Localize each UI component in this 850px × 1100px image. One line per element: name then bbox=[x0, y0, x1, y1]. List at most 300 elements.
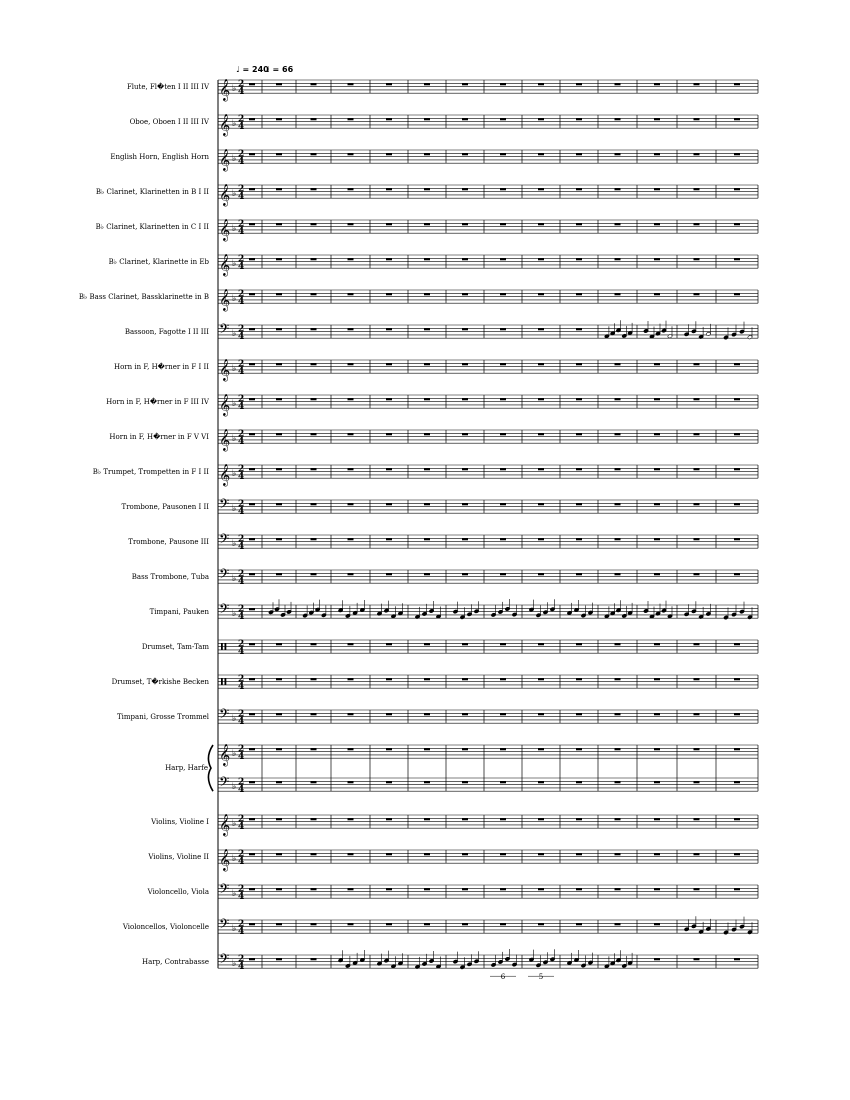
whole-rest-icon bbox=[311, 293, 317, 295]
whole-rest-icon bbox=[424, 503, 430, 505]
whole-rest-icon bbox=[462, 398, 468, 400]
whole-rest-icon bbox=[734, 433, 740, 435]
whole-rest-icon bbox=[462, 363, 468, 365]
staff-10 bbox=[109, 429, 758, 452]
flat-key-signature-icon: ♭ bbox=[232, 398, 237, 409]
staff-22 bbox=[147, 881, 758, 902]
staff-label: B♭ Clarinet, Klarinetten in C I II bbox=[95, 223, 209, 232]
whole-rest-icon bbox=[576, 363, 582, 365]
staff-label: B♭ Bass Clarinet, Bassklarinette in B bbox=[78, 293, 209, 302]
whole-rest-icon bbox=[276, 538, 282, 540]
whole-rest-icon bbox=[462, 853, 468, 855]
whole-rest-icon bbox=[654, 433, 660, 435]
whole-rest-icon bbox=[276, 713, 282, 715]
whole-rest-icon bbox=[576, 188, 582, 190]
whole-rest-icon bbox=[424, 328, 430, 330]
bass-clef-icon: 𝄢 bbox=[219, 565, 230, 585]
whole-rest-icon bbox=[348, 328, 354, 330]
staff-label: Oboe, Oboen I II III IV bbox=[129, 118, 209, 127]
whole-rest-icon bbox=[424, 538, 430, 540]
time-signature-denominator: 4 bbox=[238, 367, 245, 378]
whole-rest-icon bbox=[249, 433, 255, 435]
percussion-clef-icon bbox=[221, 643, 223, 650]
whole-rest-icon bbox=[386, 538, 392, 540]
staff-label: Timpani, Pauken bbox=[149, 608, 209, 617]
staff-label: Bassoon, Fagotte I II III bbox=[124, 328, 209, 337]
time-signature-numerator: 2 bbox=[238, 79, 245, 90]
staff-label: Violoncellos, Violoncelle bbox=[122, 923, 209, 932]
whole-rest-icon bbox=[348, 888, 354, 890]
whole-rest-icon bbox=[249, 293, 255, 295]
whole-rest-icon bbox=[734, 468, 740, 470]
whole-rest-icon bbox=[694, 678, 700, 680]
flat-key-signature-icon: ♭ bbox=[232, 538, 237, 549]
whole-rest-icon bbox=[615, 293, 621, 295]
time-signature-numerator: 2 bbox=[238, 429, 245, 440]
treble-clef-icon: 𝄞 bbox=[219, 464, 231, 487]
whole-rest-icon bbox=[276, 398, 282, 400]
whole-rest-icon bbox=[276, 958, 282, 960]
whole-rest-icon bbox=[276, 223, 282, 225]
whole-rest-icon bbox=[500, 153, 506, 155]
whole-rest-icon bbox=[615, 853, 621, 855]
treble-clef-icon: 𝄞 bbox=[219, 219, 231, 242]
flat-key-signature-icon: ♭ bbox=[232, 503, 237, 514]
whole-rest-icon bbox=[311, 678, 317, 680]
whole-rest-icon bbox=[348, 923, 354, 925]
whole-rest-icon bbox=[386, 258, 392, 260]
whole-rest-icon bbox=[576, 678, 582, 680]
whole-rest-icon bbox=[500, 818, 506, 820]
whole-rest-icon bbox=[734, 153, 740, 155]
staff-17 bbox=[112, 675, 758, 693]
whole-rest-icon bbox=[734, 363, 740, 365]
time-signature-numerator: 2 bbox=[238, 814, 245, 825]
treble-clef-icon: 𝄞 bbox=[219, 814, 231, 837]
staff-2 bbox=[110, 149, 758, 172]
whole-rest-icon bbox=[654, 258, 660, 260]
staff-label: Bass Trombone, Tuba bbox=[131, 573, 209, 582]
whole-rest-icon bbox=[348, 258, 354, 260]
whole-rest-icon bbox=[348, 293, 354, 295]
bass-clef-icon: 𝄢 bbox=[219, 600, 230, 620]
brace-icon bbox=[208, 745, 213, 791]
whole-rest-icon bbox=[249, 363, 255, 365]
whole-rest-icon bbox=[734, 818, 740, 820]
staff-label: Flute, Fl�ten I II III IV bbox=[126, 83, 209, 92]
time-signature-denominator: 4 bbox=[238, 962, 245, 973]
whole-rest-icon bbox=[694, 853, 700, 855]
whole-rest-icon bbox=[615, 643, 621, 645]
whole-rest-icon bbox=[462, 328, 468, 330]
whole-rest-icon bbox=[576, 643, 582, 645]
whole-rest-icon bbox=[276, 153, 282, 155]
flat-key-signature-icon: ♭ bbox=[232, 258, 237, 269]
staff-label: B♭ Trumpet, Trompetten in F I II bbox=[92, 468, 209, 477]
whole-rest-icon bbox=[654, 643, 660, 645]
flat-key-signature-icon: ♭ bbox=[232, 748, 237, 759]
whole-rest-icon bbox=[348, 853, 354, 855]
whole-rest-icon bbox=[386, 818, 392, 820]
time-signature-numerator: 2 bbox=[238, 777, 245, 788]
whole-rest-icon bbox=[386, 433, 392, 435]
time-signature-denominator: 4 bbox=[238, 402, 245, 413]
flat-key-signature-icon: ♭ bbox=[232, 888, 237, 899]
whole-rest-icon bbox=[424, 293, 430, 295]
time-signature-numerator: 2 bbox=[238, 709, 245, 720]
time-signature-numerator: 2 bbox=[238, 324, 245, 335]
whole-rest-icon bbox=[694, 538, 700, 540]
flat-key-signature-icon: ♭ bbox=[232, 363, 237, 374]
staff-label: Violoncello, Viola bbox=[147, 888, 209, 897]
whole-rest-icon bbox=[276, 293, 282, 295]
whole-rest-icon bbox=[249, 398, 255, 400]
whole-rest-icon bbox=[734, 398, 740, 400]
whole-rest-icon bbox=[538, 293, 544, 295]
treble-clef-icon: 𝄞 bbox=[219, 359, 231, 382]
whole-rest-icon bbox=[734, 643, 740, 645]
whole-rest-icon bbox=[424, 83, 430, 85]
flat-key-signature-icon: ♭ bbox=[232, 781, 237, 792]
staff-23 bbox=[122, 916, 758, 937]
time-signature-denominator: 4 bbox=[238, 297, 245, 308]
whole-rest-icon bbox=[424, 713, 430, 715]
whole-rest-icon bbox=[386, 188, 392, 190]
whole-rest-icon bbox=[538, 328, 544, 330]
whole-rest-icon bbox=[654, 573, 660, 575]
percussion-clef-icon bbox=[225, 643, 227, 650]
whole-rest-icon bbox=[249, 188, 255, 190]
whole-rest-icon bbox=[348, 188, 354, 190]
time-signature-denominator: 4 bbox=[238, 612, 245, 623]
whole-rest-icon bbox=[576, 153, 582, 155]
whole-rest-icon bbox=[249, 258, 255, 260]
whole-rest-icon bbox=[694, 153, 700, 155]
whole-rest-icon bbox=[500, 538, 506, 540]
whole-rest-icon bbox=[538, 573, 544, 575]
whole-rest-icon bbox=[576, 888, 582, 890]
whole-rest-icon bbox=[249, 713, 255, 715]
whole-rest-icon bbox=[654, 923, 660, 925]
whole-rest-icon bbox=[654, 853, 660, 855]
whole-rest-icon bbox=[694, 258, 700, 260]
whole-rest-icon bbox=[576, 223, 582, 225]
whole-rest-icon bbox=[538, 888, 544, 890]
whole-rest-icon bbox=[424, 643, 430, 645]
bass-clef-icon: 𝄢 bbox=[219, 705, 230, 725]
whole-rest-icon bbox=[538, 643, 544, 645]
whole-rest-icon bbox=[462, 188, 468, 190]
staff-1 bbox=[130, 114, 758, 137]
whole-rest-icon bbox=[734, 258, 740, 260]
staff-13 bbox=[128, 531, 758, 552]
whole-rest-icon bbox=[424, 678, 430, 680]
flat-key-signature-icon: ♭ bbox=[232, 223, 237, 234]
whole-rest-icon bbox=[576, 468, 582, 470]
staff-20 bbox=[150, 814, 758, 837]
time-signature-numerator: 2 bbox=[238, 359, 245, 370]
whole-rest-icon bbox=[694, 573, 700, 575]
whole-rest-icon bbox=[654, 503, 660, 505]
whole-rest-icon bbox=[694, 818, 700, 820]
bass-clef-icon: 𝄢 bbox=[219, 320, 230, 340]
whole-rest-icon bbox=[576, 818, 582, 820]
bass-clef-icon: 𝄢 bbox=[219, 915, 230, 935]
flat-key-signature-icon: ♭ bbox=[232, 713, 237, 724]
whole-rest-icon bbox=[615, 573, 621, 575]
flat-key-signature-icon: ♭ bbox=[232, 608, 237, 619]
whole-rest-icon bbox=[386, 643, 392, 645]
whole-rest-icon bbox=[348, 643, 354, 645]
whole-rest-icon bbox=[249, 153, 255, 155]
staff-15 bbox=[150, 599, 758, 622]
whole-rest-icon bbox=[734, 293, 740, 295]
whole-rest-icon bbox=[249, 678, 255, 680]
whole-rest-icon bbox=[462, 643, 468, 645]
whole-rest-icon bbox=[615, 888, 621, 890]
staff-harp-upper bbox=[218, 745, 758, 758]
whole-rest-icon bbox=[311, 503, 317, 505]
whole-rest-icon bbox=[276, 923, 282, 925]
whole-rest-icon bbox=[500, 853, 506, 855]
whole-rest-icon bbox=[734, 678, 740, 680]
whole-rest-icon bbox=[538, 118, 544, 120]
whole-rest-icon bbox=[538, 853, 544, 855]
time-signature-denominator: 4 bbox=[238, 437, 245, 448]
whole-rest-icon bbox=[694, 83, 700, 85]
time-signature-numerator: 2 bbox=[238, 884, 245, 895]
whole-rest-icon bbox=[538, 188, 544, 190]
flat-key-signature-icon: ♭ bbox=[232, 433, 237, 444]
whole-rest-icon bbox=[424, 398, 430, 400]
whole-rest-icon bbox=[500, 223, 506, 225]
whole-rest-icon bbox=[694, 643, 700, 645]
whole-rest-icon bbox=[654, 188, 660, 190]
whole-rest-icon bbox=[462, 223, 468, 225]
whole-rest-icon bbox=[424, 258, 430, 260]
bass-clef-icon: 𝄢 bbox=[219, 950, 230, 970]
whole-rest-icon bbox=[311, 223, 317, 225]
time-signature-denominator: 4 bbox=[238, 752, 245, 763]
whole-rest-icon bbox=[654, 538, 660, 540]
whole-rest-icon bbox=[500, 118, 506, 120]
time-signature-denominator: 4 bbox=[238, 892, 245, 903]
whole-rest-icon bbox=[734, 503, 740, 505]
whole-rest-icon bbox=[386, 573, 392, 575]
whole-rest-icon bbox=[500, 258, 506, 260]
whole-rest-icon bbox=[654, 363, 660, 365]
treble-clef-icon: 𝄞 bbox=[219, 79, 231, 102]
whole-rest-icon bbox=[249, 118, 255, 120]
whole-rest-icon bbox=[694, 958, 700, 960]
staff-14 bbox=[132, 566, 758, 587]
flat-key-signature-icon: ♭ bbox=[232, 83, 237, 94]
whole-rest-icon bbox=[734, 223, 740, 225]
whole-rest-icon bbox=[500, 713, 506, 715]
staff-5 bbox=[109, 254, 758, 277]
whole-rest-icon bbox=[348, 503, 354, 505]
whole-rest-icon bbox=[615, 818, 621, 820]
whole-rest-icon bbox=[462, 258, 468, 260]
flat-key-signature-icon: ♭ bbox=[232, 153, 237, 164]
whole-rest-icon bbox=[694, 433, 700, 435]
whole-rest-icon bbox=[615, 188, 621, 190]
whole-rest-icon bbox=[348, 713, 354, 715]
whole-rest-icon bbox=[311, 713, 317, 715]
whole-rest-icon bbox=[386, 678, 392, 680]
whole-rest-icon bbox=[386, 503, 392, 505]
whole-rest-icon bbox=[694, 468, 700, 470]
whole-rest-icon bbox=[576, 83, 582, 85]
staff-label: B♭ Clarinet, Klarinette in Eb bbox=[108, 258, 209, 267]
whole-rest-icon bbox=[424, 363, 430, 365]
whole-rest-icon bbox=[348, 398, 354, 400]
whole-rest-icon bbox=[276, 503, 282, 505]
whole-rest-icon bbox=[348, 363, 354, 365]
whole-rest-icon bbox=[276, 83, 282, 85]
whole-rest-icon bbox=[311, 888, 317, 890]
flat-key-signature-icon: ♭ bbox=[232, 818, 237, 829]
whole-rest-icon bbox=[694, 188, 700, 190]
time-signature-numerator: 2 bbox=[238, 674, 245, 685]
whole-rest-icon bbox=[615, 923, 621, 925]
whole-rest-icon bbox=[694, 398, 700, 400]
whole-rest-icon bbox=[462, 678, 468, 680]
whole-rest-icon bbox=[462, 923, 468, 925]
staff-8 bbox=[114, 359, 758, 382]
whole-rest-icon bbox=[386, 328, 392, 330]
time-signature-numerator: 2 bbox=[238, 289, 245, 300]
whole-rest-icon bbox=[276, 188, 282, 190]
whole-rest-icon bbox=[424, 118, 430, 120]
staff-label: Timpani, Grosse Trommel bbox=[117, 713, 209, 722]
whole-rest-icon bbox=[500, 573, 506, 575]
time-signature-denominator: 4 bbox=[238, 577, 245, 588]
whole-rest-icon bbox=[311, 538, 317, 540]
whole-rest-icon bbox=[500, 433, 506, 435]
flat-key-signature-icon: ♭ bbox=[232, 923, 237, 934]
whole-rest-icon bbox=[694, 363, 700, 365]
whole-rest-icon bbox=[424, 433, 430, 435]
whole-rest-icon bbox=[694, 293, 700, 295]
whole-rest-icon bbox=[694, 713, 700, 715]
whole-rest-icon bbox=[311, 853, 317, 855]
whole-rest-icon bbox=[500, 503, 506, 505]
whole-rest-icon bbox=[424, 188, 430, 190]
score-system bbox=[79, 79, 758, 981]
staff-label: Horn in F, H�rner in F III IV bbox=[106, 398, 209, 407]
time-signature-denominator: 4 bbox=[238, 472, 245, 483]
whole-rest-icon bbox=[311, 398, 317, 400]
whole-rest-icon bbox=[348, 153, 354, 155]
whole-rest-icon bbox=[249, 958, 255, 960]
staff-9 bbox=[106, 394, 758, 417]
whole-rest-icon bbox=[538, 363, 544, 365]
time-signature-numerator: 2 bbox=[238, 744, 245, 755]
staff-label: Violins, Violine I bbox=[151, 818, 209, 827]
time-signature-denominator: 4 bbox=[238, 822, 245, 833]
time-signature-numerator: 2 bbox=[238, 499, 245, 510]
staff-3 bbox=[96, 184, 758, 207]
time-signature-numerator: 2 bbox=[238, 534, 245, 545]
whole-rest-icon bbox=[576, 433, 582, 435]
whole-rest-icon bbox=[654, 678, 660, 680]
whole-rest-icon bbox=[311, 818, 317, 820]
time-signature-denominator: 4 bbox=[238, 542, 245, 553]
whole-rest-icon bbox=[615, 83, 621, 85]
whole-rest-icon bbox=[500, 83, 506, 85]
whole-rest-icon bbox=[654, 713, 660, 715]
whole-rest-icon bbox=[424, 818, 430, 820]
whole-rest-icon bbox=[654, 468, 660, 470]
staff-0 bbox=[127, 79, 758, 102]
whole-rest-icon bbox=[538, 818, 544, 820]
staff-7 bbox=[125, 320, 758, 342]
bass-clef-icon: 𝄢 bbox=[219, 773, 230, 793]
whole-rest-icon bbox=[462, 818, 468, 820]
whole-rest-icon bbox=[386, 888, 392, 890]
whole-rest-icon bbox=[654, 153, 660, 155]
treble-clef-icon: 𝄞 bbox=[219, 744, 231, 767]
time-signature-denominator: 4 bbox=[238, 262, 245, 273]
whole-rest-icon bbox=[424, 888, 430, 890]
whole-rest-icon bbox=[654, 888, 660, 890]
bass-clef-icon: 𝄢 bbox=[219, 495, 230, 515]
whole-rest-icon bbox=[311, 328, 317, 330]
whole-rest-icon bbox=[500, 363, 506, 365]
whole-rest-icon bbox=[311, 958, 317, 960]
whole-rest-icon bbox=[249, 503, 255, 505]
whole-rest-icon bbox=[386, 83, 392, 85]
whole-rest-icon bbox=[424, 923, 430, 925]
whole-rest-icon bbox=[500, 643, 506, 645]
whole-rest-icon bbox=[276, 678, 282, 680]
whole-rest-icon bbox=[694, 503, 700, 505]
staff-18 bbox=[117, 706, 758, 727]
tempo-marking-2: ♩ = 66 bbox=[266, 65, 294, 74]
percussion-clef-icon bbox=[221, 678, 223, 685]
whole-rest-icon bbox=[348, 83, 354, 85]
time-signature-denominator: 4 bbox=[238, 647, 245, 658]
whole-rest-icon bbox=[249, 643, 255, 645]
bass-clef-icon: 𝄢 bbox=[219, 530, 230, 550]
time-signature-denominator: 4 bbox=[238, 122, 245, 133]
whole-rest-icon bbox=[576, 398, 582, 400]
whole-rest-icon bbox=[615, 713, 621, 715]
whole-rest-icon bbox=[538, 153, 544, 155]
whole-rest-icon bbox=[462, 888, 468, 890]
whole-rest-icon bbox=[311, 643, 317, 645]
staff-21 bbox=[147, 849, 758, 872]
whole-rest-icon bbox=[615, 153, 621, 155]
whole-rest-icon bbox=[500, 188, 506, 190]
time-signature-denominator: 4 bbox=[238, 785, 245, 796]
whole-rest-icon bbox=[734, 853, 740, 855]
whole-rest-icon bbox=[386, 363, 392, 365]
staff-24 bbox=[142, 949, 758, 981]
whole-rest-icon bbox=[576, 118, 582, 120]
whole-rest-icon bbox=[694, 888, 700, 890]
whole-rest-icon bbox=[276, 643, 282, 645]
time-signature-numerator: 2 bbox=[238, 569, 245, 580]
whole-rest-icon bbox=[615, 223, 621, 225]
staff-label: Harp, Harfe bbox=[165, 764, 208, 773]
whole-rest-icon bbox=[276, 328, 282, 330]
staff-label: Horn in F, H�rner in F I II bbox=[113, 363, 209, 372]
whole-rest-icon bbox=[311, 573, 317, 575]
staff-16 bbox=[142, 640, 758, 658]
whole-rest-icon bbox=[734, 888, 740, 890]
